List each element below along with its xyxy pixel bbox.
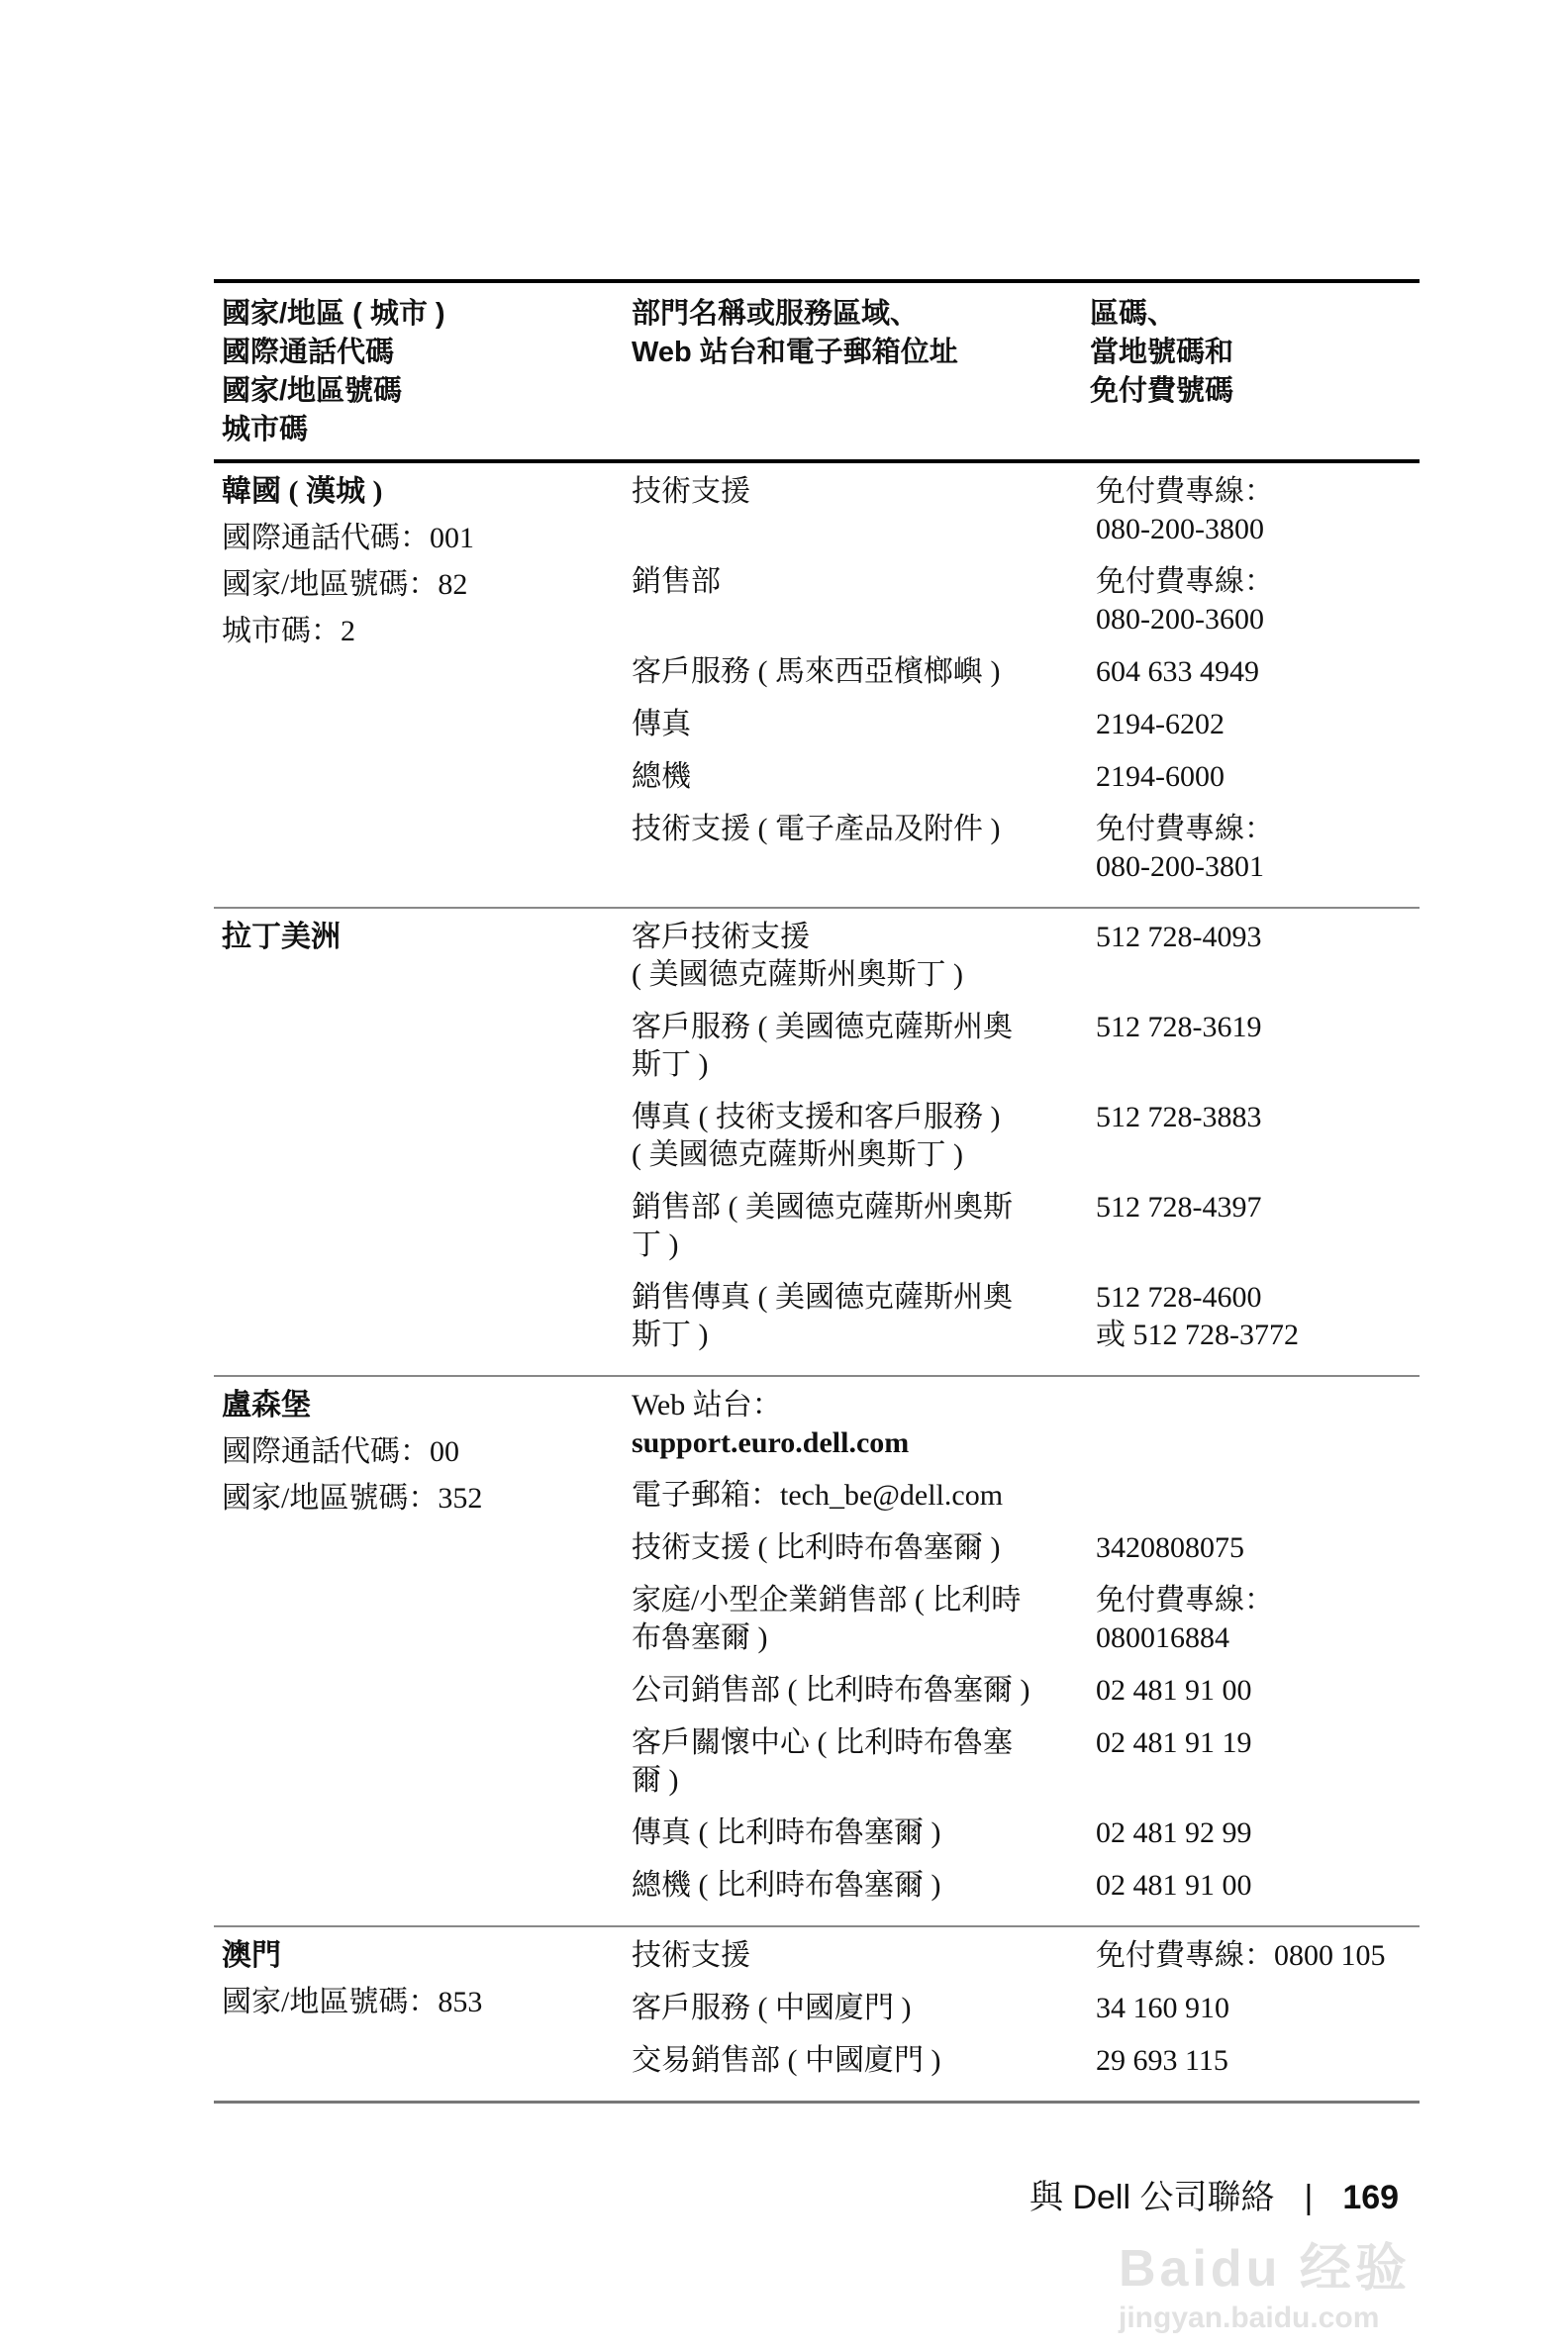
number-line: 免付費專線： <box>1096 1584 1274 1617</box>
department-cell <box>632 1814 1090 1852</box>
department-line: 斯丁 ) <box>632 1319 709 1351</box>
table-row <box>632 1724 1420 1800</box>
header-line: Web 站台和電子郵箱位址 <box>632 337 958 368</box>
department-cell <box>632 1009 1090 1084</box>
department-line: 技術支援 <box>632 475 750 508</box>
header-line: 免付費號碼 <box>1090 375 1234 407</box>
department-line: 技術支援 ( 電子產品及附件 ) <box>632 813 1001 845</box>
number-cell <box>1090 2042 1420 2080</box>
number-cell <box>1090 1990 1420 2027</box>
country-code: 國際通話代碼：001 <box>222 522 474 554</box>
number-cell <box>1090 919 1420 994</box>
entries-list <box>632 1387 1420 1919</box>
table-row <box>632 758 1420 796</box>
header-line: 當地號碼和 <box>1090 337 1234 368</box>
table-row <box>632 1529 1420 1567</box>
watermark <box>1119 2239 1411 2338</box>
watermark-url: jingyan.baidu.com <box>1119 2302 1380 2334</box>
department-line: 銷售部 ( 美國德克薩斯州奧斯 <box>632 1191 1013 1224</box>
country-cell <box>222 473 632 901</box>
department-line: 家庭/小型企業銷售部 ( 比利時 <box>632 1584 1022 1617</box>
department-cell <box>632 919 1090 994</box>
contact-table <box>214 279 1420 2104</box>
table-row <box>632 1867 1420 1905</box>
number-cell <box>1090 653 1420 691</box>
header-department-column <box>632 295 1090 449</box>
country-name: 韓國 ( 漢城 ) <box>222 475 383 508</box>
header-line: 部門名稱或服務區域、 <box>632 298 920 330</box>
country-section <box>214 1377 1420 1927</box>
department-line: 技術支援 ( 比利時布魯塞爾 ) <box>632 1531 1001 1564</box>
department-cell <box>632 1582 1090 1657</box>
department-line: 傳真 <box>632 708 691 740</box>
department-line: 總機 <box>632 760 691 793</box>
number-line: 02 481 91 00 <box>1096 1674 1252 1707</box>
number-line: 34 160 910 <box>1096 1992 1229 2024</box>
department-cell <box>632 1189 1090 1264</box>
table-row <box>632 1189 1420 1264</box>
table-row <box>632 1099 1420 1174</box>
header-line: 城市碼 <box>222 414 309 445</box>
table-row <box>632 1009 1420 1084</box>
department-line: 丁 ) <box>632 1228 679 1261</box>
number-line: 02 481 91 19 <box>1096 1726 1252 1759</box>
header-line: 區碼、 <box>1090 298 1177 330</box>
number-line: 080-200-3600 <box>1096 603 1264 636</box>
number-cell <box>1090 1937 1420 1975</box>
department-line: 布魯塞爾 ) <box>632 1621 768 1654</box>
country-code: 國際通話代碼：00 <box>222 1435 459 1468</box>
country-code: 國家/地區號碼：853 <box>222 1986 483 2018</box>
header-line: 國家/地區 ( 城市 ) <box>222 298 445 330</box>
page-number: 169 <box>1342 2179 1400 2216</box>
table-row <box>632 706 1420 743</box>
department-line: ( 美國德克薩斯州奧斯丁 ) <box>632 1138 963 1171</box>
number-line: 512 728-4600 <box>1096 1281 1262 1314</box>
chapter-title: 與 Dell 公司聯絡 <box>1029 2179 1275 2216</box>
department-cell <box>632 1724 1090 1800</box>
country-cell <box>222 1387 632 1919</box>
number-cell <box>1090 1279 1420 1354</box>
number-cell <box>1090 706 1420 743</box>
table-row <box>632 1814 1420 1852</box>
table-body <box>214 463 1420 2104</box>
department-line: 客戶服務 ( 馬來西亞檳榔嶼 ) <box>632 655 1001 688</box>
header-country-column <box>222 295 632 449</box>
number-cell <box>1090 1477 1420 1515</box>
country-code: 國家/地區號碼：82 <box>222 568 468 601</box>
watermark-logo: Baidu 经验 <box>1119 2240 1411 2298</box>
number-line: 或 512 728-3772 <box>1096 1319 1299 1351</box>
table-row <box>632 1672 1420 1710</box>
department-cell <box>632 1279 1090 1354</box>
number-cell <box>1090 1009 1420 1084</box>
table-row <box>632 1582 1420 1657</box>
table-row <box>632 811 1420 886</box>
table-row <box>632 919 1420 994</box>
department-line: 交易銷售部 ( 中國廈門 ) <box>632 2044 941 2077</box>
number-line: 3420808075 <box>1096 1531 1244 1564</box>
country-name: 拉丁美洲 <box>222 921 341 953</box>
department-line: 客戶服務 ( 中國廈門 ) <box>632 1992 912 2024</box>
header-line: 國家/地區號碼 <box>222 375 403 407</box>
department-line: 銷售傳真 ( 美國德克薩斯州奧 <box>632 1281 1013 1314</box>
number-cell <box>1090 1724 1420 1800</box>
department-line: 總機 ( 比利時布魯塞爾 ) <box>632 1869 941 1902</box>
number-cell <box>1090 1189 1420 1264</box>
number-cell <box>1090 758 1420 796</box>
department-cell <box>632 1672 1090 1710</box>
entries-list <box>632 919 1420 1369</box>
header-line: 國際通話代碼 <box>222 337 395 368</box>
number-cell <box>1090 473 1420 548</box>
entries-list <box>632 1937 1420 2095</box>
number-line: 免付費專線： <box>1096 813 1274 845</box>
department-cell <box>632 1477 1090 1515</box>
number-cell <box>1090 1672 1420 1710</box>
department-line: 傳真 ( 技術支援和客戶服務 ) <box>632 1101 1001 1133</box>
number-line: 512 728-4397 <box>1096 1191 1262 1224</box>
department-line: 銷售部 <box>632 565 721 598</box>
country-name: 澳門 <box>222 1939 281 1972</box>
department-cell <box>632 563 1090 638</box>
table-row <box>632 2042 1420 2080</box>
department-line: 客戶技術支援 <box>632 921 810 953</box>
country-section <box>214 909 1420 1377</box>
number-line: 2194-6202 <box>1096 708 1225 740</box>
number-line: 080-200-3801 <box>1096 850 1264 883</box>
number-line: 29 693 115 <box>1096 2044 1228 2077</box>
number-cell <box>1090 1529 1420 1567</box>
number-cell <box>1090 811 1420 886</box>
department-line: 客戶服務 ( 美國德克薩斯州奧 <box>632 1011 1013 1043</box>
department-line: 客戶關懷中心 ( 比利時布魯塞 <box>632 1726 1013 1759</box>
country-name: 盧森堡 <box>222 1389 311 1421</box>
department-cell <box>632 1099 1090 1174</box>
department-line: Web 站台： <box>632 1389 782 1421</box>
number-line: 080-200-3800 <box>1096 513 1264 545</box>
table-row <box>632 1387 1420 1462</box>
number-cell <box>1090 1582 1420 1657</box>
country-cell <box>222 1937 632 2095</box>
number-line: 080016884 <box>1096 1621 1229 1654</box>
number-line: 免付費專線： <box>1096 475 1274 508</box>
department-line: 傳真 ( 比利時布魯塞爾 ) <box>632 1816 941 1849</box>
number-cell <box>1090 1867 1420 1905</box>
number-line: 02 481 91 00 <box>1096 1869 1252 1902</box>
number-cell <box>1090 1814 1420 1852</box>
table-row <box>632 1279 1420 1354</box>
page-footer <box>1029 2178 1399 2217</box>
department-line: support.euro.dell.com <box>632 1426 910 1459</box>
department-line: 電子郵箱：tech_be@dell.com <box>632 1479 1004 1512</box>
number-line: 02 481 92 99 <box>1096 1816 1252 1849</box>
country-code: 國家/地區號碼：352 <box>222 1482 483 1515</box>
number-line: 免付費專線：0800 105 <box>1096 1939 1386 1972</box>
department-cell <box>632 1867 1090 1905</box>
department-cell <box>632 1387 1090 1462</box>
table-row <box>632 653 1420 691</box>
number-cell <box>1090 1099 1420 1174</box>
department-line: 爾 ) <box>632 1764 679 1797</box>
number-line: 512 728-4093 <box>1096 921 1262 953</box>
department-cell <box>632 653 1090 691</box>
number-line: 604 633 4949 <box>1096 655 1259 688</box>
department-cell <box>632 758 1090 796</box>
department-line: 技術支援 <box>632 1939 750 1972</box>
number-cell <box>1090 1387 1420 1462</box>
number-line: 512 728-3619 <box>1096 1011 1262 1043</box>
table-row <box>632 1937 1420 1975</box>
table-row <box>632 473 1420 548</box>
department-cell <box>632 473 1090 548</box>
department-cell <box>632 1937 1090 1975</box>
department-cell <box>632 706 1090 743</box>
country-section <box>214 463 1420 909</box>
table-row <box>632 1990 1420 2027</box>
table-header <box>214 283 1420 459</box>
entries-list <box>632 473 1420 901</box>
header-number-column <box>1090 295 1420 449</box>
number-line: 512 728-3883 <box>1096 1101 1262 1133</box>
department-cell <box>632 2042 1090 2080</box>
number-line: 2194-6000 <box>1096 760 1225 793</box>
department-cell <box>632 811 1090 886</box>
department-line: 公司銷售部 ( 比利時布魯塞爾 ) <box>632 1674 1030 1707</box>
department-line: ( 美國德克薩斯州奧斯丁 ) <box>632 958 963 991</box>
number-line: 免付費專線： <box>1096 565 1274 598</box>
department-line: 斯丁 ) <box>632 1048 709 1081</box>
department-cell <box>632 1529 1090 1567</box>
department-cell <box>632 1990 1090 2027</box>
table-row <box>632 563 1420 638</box>
table-row <box>632 1477 1420 1515</box>
country-code: 城市碼：2 <box>222 615 355 647</box>
country-section <box>214 1927 1420 2104</box>
footer-separator: | <box>1304 2179 1314 2216</box>
number-cell <box>1090 563 1420 638</box>
country-cell <box>222 919 632 1369</box>
